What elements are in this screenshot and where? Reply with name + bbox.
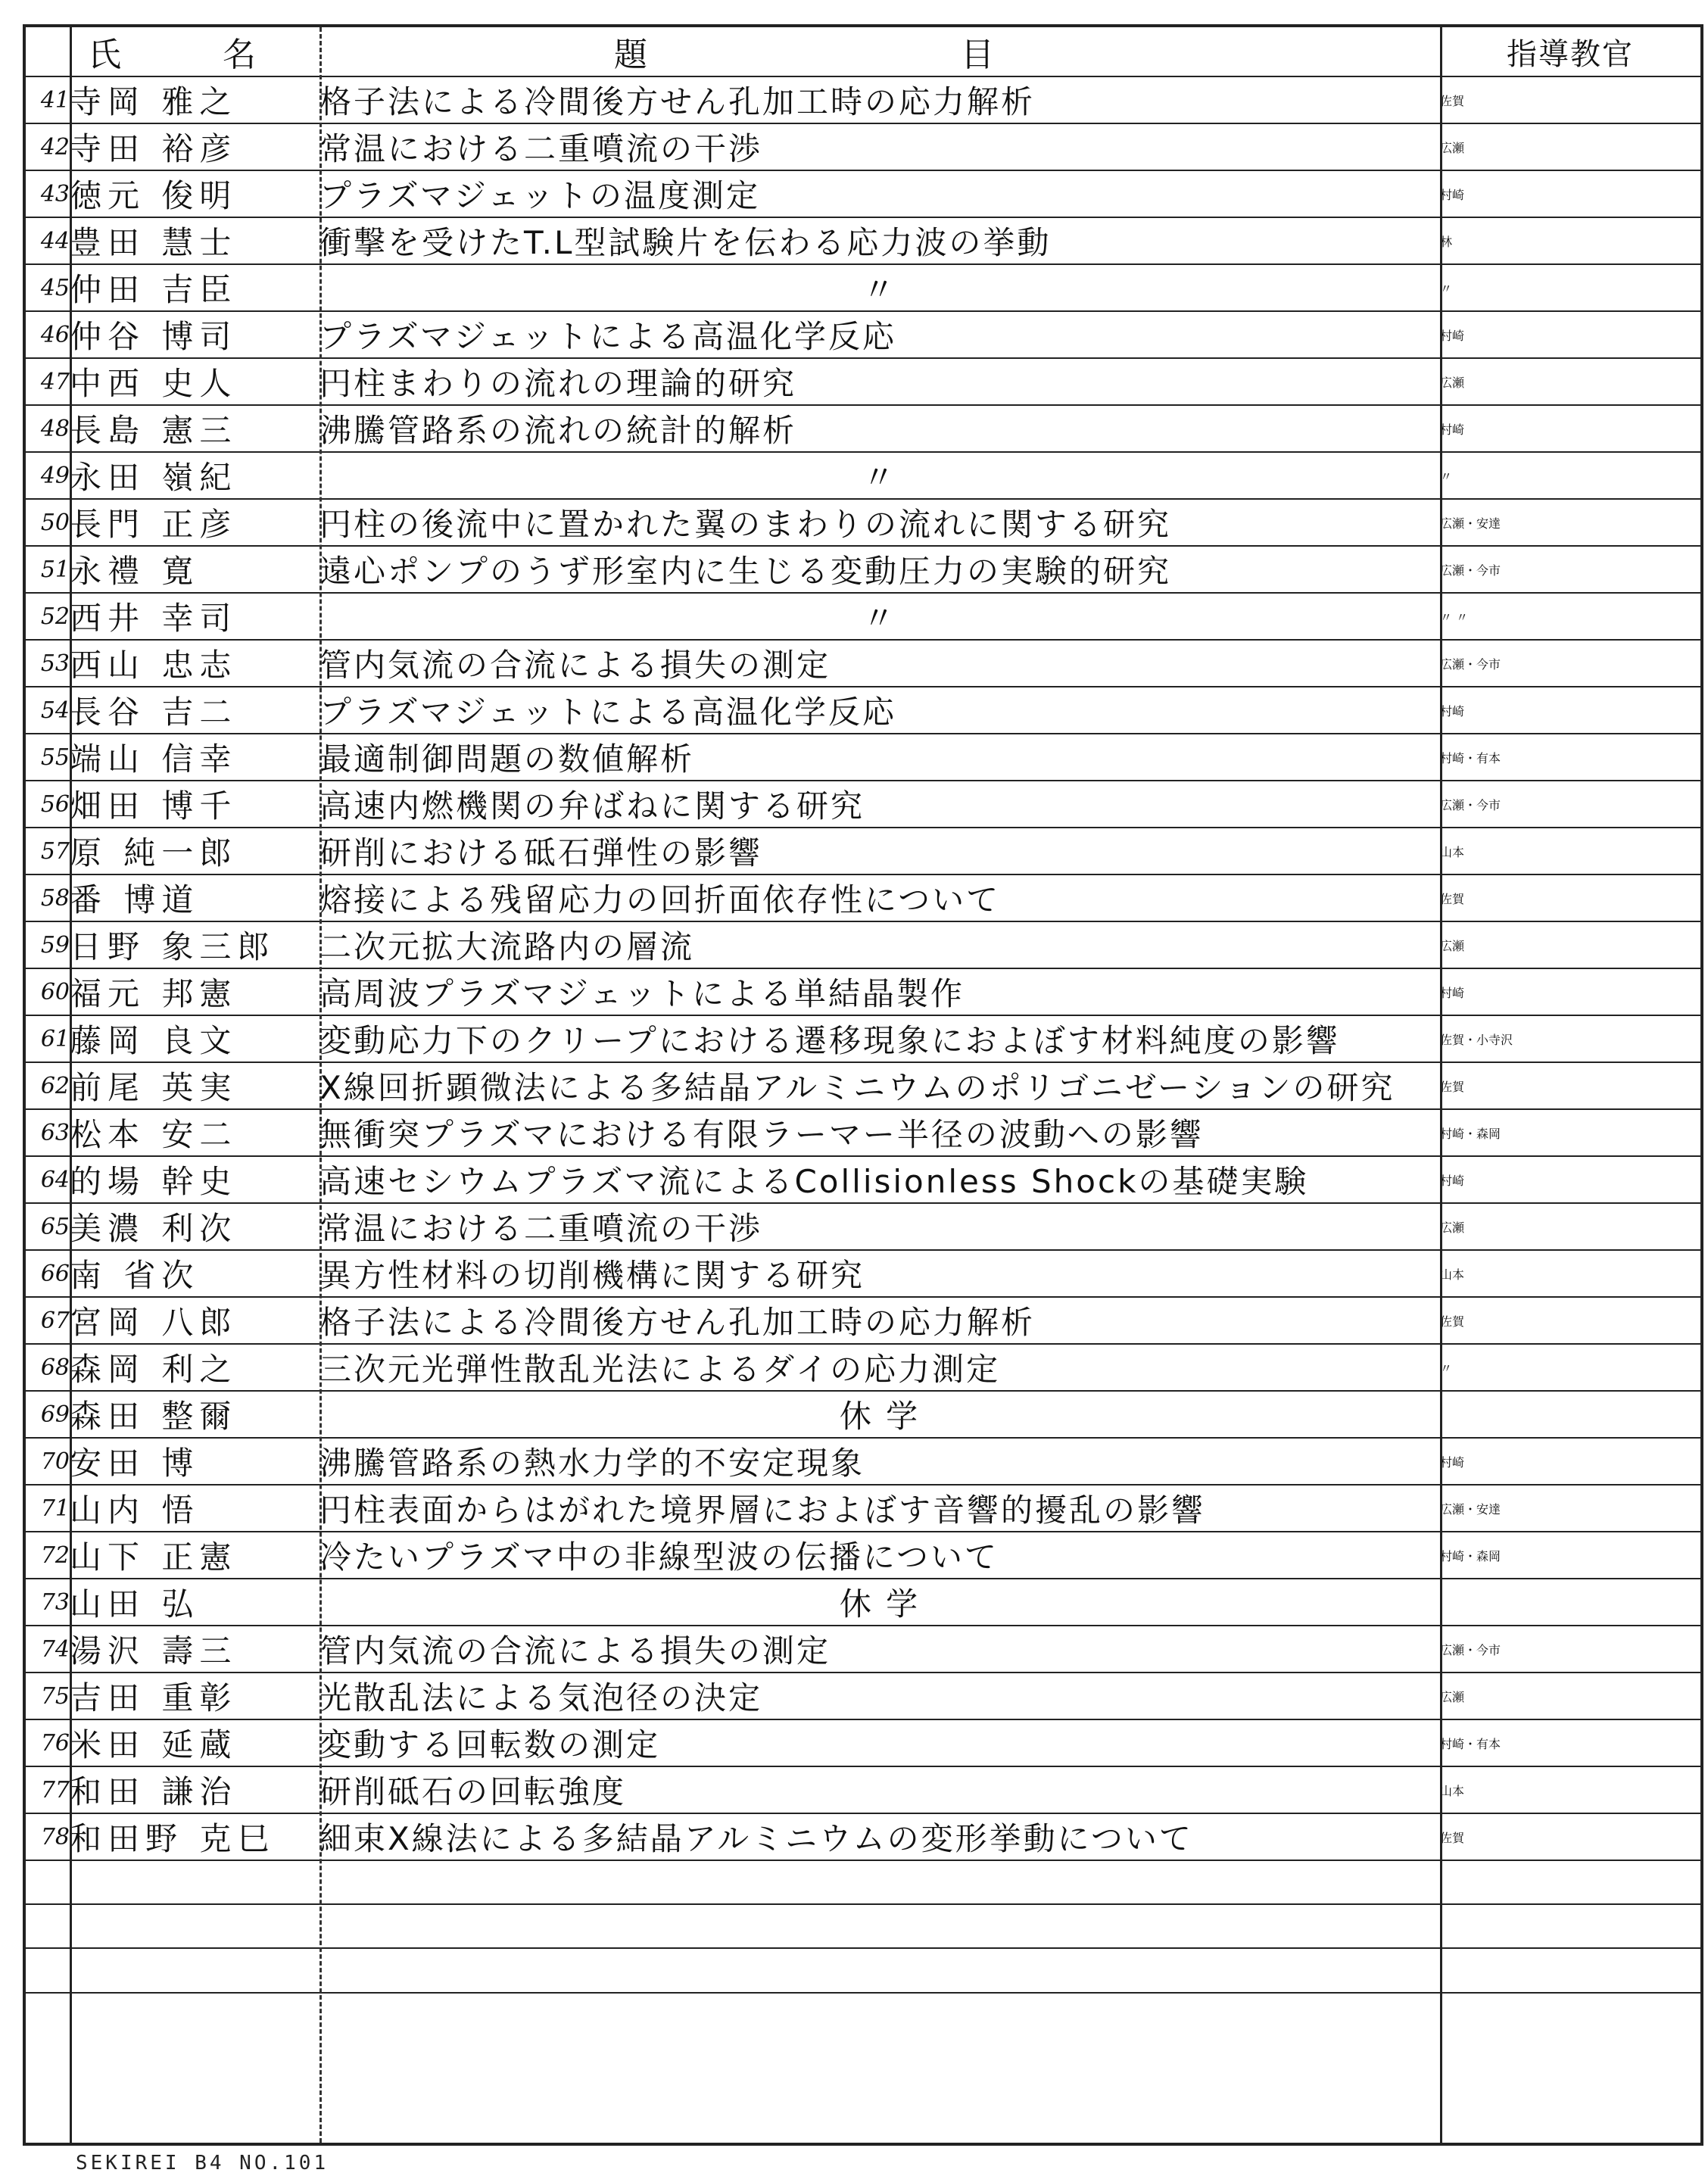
table-row xyxy=(26,123,1700,170)
thesis-title: 変動する回転数の測定 xyxy=(319,1719,1440,1766)
student-name: 安田 博 xyxy=(70,1438,319,1485)
advisor-name: 山本 xyxy=(1440,1250,1700,1297)
advisor-name: 広瀬 xyxy=(1440,358,1700,405)
thesis-title: 管内気流の合流による損失の測定 xyxy=(319,640,1440,687)
student-name: 仲田 吉臣 xyxy=(70,264,319,311)
advisor-name xyxy=(1440,1904,1700,1948)
thesis-title: 細束X線法による多結晶アルミニウムの変形挙動について xyxy=(319,1813,1440,1860)
advisor-name: 〃 〃 xyxy=(1440,593,1700,640)
table-row xyxy=(26,452,1700,499)
row-number: 53 xyxy=(26,640,70,687)
advisor-name: 佐賀 xyxy=(1440,1297,1700,1344)
row-number: 45 xyxy=(26,264,70,311)
table-row xyxy=(26,1297,1700,1344)
student-name: 美濃 利次 xyxy=(70,1203,319,1250)
advisor-name: 村崎 xyxy=(1440,311,1700,358)
table-row xyxy=(26,1719,1700,1766)
student-name: 仲谷 博司 xyxy=(70,311,319,358)
table-row xyxy=(26,217,1700,264)
table-row xyxy=(26,1626,1700,1673)
thesis-title: 研削砥石の回転強度 xyxy=(319,1766,1440,1813)
thesis-title: 常温における二重噴流の干渉 xyxy=(319,1203,1440,1250)
row-number xyxy=(26,1860,70,1904)
advisor-name: 広瀬 xyxy=(1440,921,1700,968)
row-number: 74 xyxy=(26,1626,70,1673)
student-name: 福元 邦憲 xyxy=(70,968,319,1015)
advisor-name xyxy=(1440,1948,1700,1992)
table-row xyxy=(26,1485,1700,1532)
table-row xyxy=(26,264,1700,311)
table-row xyxy=(26,1766,1700,1813)
row-number: 65 xyxy=(26,1203,70,1250)
student-name xyxy=(70,1948,319,1992)
row-number: 71 xyxy=(26,1485,70,1532)
table-row xyxy=(26,1062,1700,1109)
table-row xyxy=(26,1156,1700,1203)
table-row xyxy=(26,968,1700,1015)
table-row xyxy=(26,874,1700,921)
thesis-title: プラズマジェットによる高温化学反応 xyxy=(319,311,1440,358)
advisor-name: 村崎 xyxy=(1440,687,1700,734)
advisor-name: 林 xyxy=(1440,217,1700,264)
row-number: 49 xyxy=(26,452,70,499)
column-divider-no xyxy=(70,27,72,2143)
table-row xyxy=(26,1673,1700,1719)
advisor-name: 広瀬・今市 xyxy=(1440,546,1700,593)
student-name: 徳元 俊明 xyxy=(70,170,319,217)
row-number: 47 xyxy=(26,358,70,405)
column-divider-title xyxy=(1440,27,1442,2143)
row-number: 43 xyxy=(26,170,70,217)
advisor-name: 〃 xyxy=(1440,264,1700,311)
table-row xyxy=(26,687,1700,734)
row-number: 75 xyxy=(26,1673,70,1719)
thesis-title: 冷たいプラズマ中の非線型波の伝播について xyxy=(319,1532,1440,1579)
advisor-name: 広瀬 xyxy=(1440,123,1700,170)
advisor-name: 広瀬・安達 xyxy=(1440,499,1700,546)
student-name: 長谷 吉二 xyxy=(70,687,319,734)
table-row xyxy=(26,1813,1700,1860)
table-row xyxy=(26,734,1700,781)
student-name: 寺岡 雅之 xyxy=(70,76,319,123)
thesis-title: 〃 xyxy=(319,264,1440,311)
thesis-title: 格子法による冷間後方せん孔加工時の応力解析 xyxy=(319,76,1440,123)
row-number: 77 xyxy=(26,1766,70,1813)
row-number: 57 xyxy=(26,828,70,874)
table-row xyxy=(26,405,1700,452)
table-row xyxy=(26,170,1700,217)
table-row xyxy=(26,1579,1700,1626)
advisor-name: 広瀬・今市 xyxy=(1440,640,1700,687)
thesis-title: 円柱まわりの流れの理論的研究 xyxy=(319,358,1440,405)
table-row xyxy=(26,76,1700,123)
row-number: 59 xyxy=(26,921,70,968)
student-name: 畑田 博千 xyxy=(70,781,319,828)
table-row xyxy=(26,1109,1700,1156)
row-number: 69 xyxy=(26,1391,70,1438)
thesis-title: 異方性材料の切削機構に関する研究 xyxy=(319,1250,1440,1297)
advisor-name: 村崎・森岡 xyxy=(1440,1109,1700,1156)
advisor-name: 村崎・森岡 xyxy=(1440,1532,1700,1579)
advisor-name: 佐賀・小寺沢 xyxy=(1440,1015,1700,1062)
row-number: 50 xyxy=(26,499,70,546)
table-row xyxy=(26,828,1700,874)
advisor-name: 広瀬・安達 xyxy=(1440,1485,1700,1532)
student-name: 端山 信幸 xyxy=(70,734,319,781)
advisor-name: 村崎 xyxy=(1440,170,1700,217)
thesis-title: 管内気流の合流による損失の測定 xyxy=(319,1626,1440,1673)
advisor-name: 村崎 xyxy=(1440,1156,1700,1203)
advisor-name: 村崎 xyxy=(1440,405,1700,452)
student-name: 米田 延蔵 xyxy=(70,1719,319,1766)
student-name xyxy=(70,1904,319,1948)
student-name: 豊田 慧士 xyxy=(70,217,319,264)
row-number: 70 xyxy=(26,1438,70,1485)
thesis-title: 円柱表面からはがれた境界層におよぼす音響的擾乱の影響 xyxy=(319,1485,1440,1532)
advisor-name: 村崎・有本 xyxy=(1440,734,1700,781)
thesis-title: 高速内燃機関の弁ばねに関する研究 xyxy=(319,781,1440,828)
student-name: 湯沢 壽三 xyxy=(70,1626,319,1673)
row-number: 48 xyxy=(26,405,70,452)
thesis-title: 休 学 xyxy=(319,1391,1440,1438)
header-no xyxy=(26,27,70,76)
advisor-name: 広瀬・今市 xyxy=(1440,1626,1700,1673)
table-row xyxy=(26,1203,1700,1250)
thesis-title: 研削における砥石弾性の影響 xyxy=(319,828,1440,874)
student-name: 宮岡 八郎 xyxy=(70,1297,319,1344)
row-number: 46 xyxy=(26,311,70,358)
thesis-title xyxy=(319,1860,1440,1904)
table-row xyxy=(26,546,1700,593)
student-name: 森田 整爾 xyxy=(70,1391,319,1438)
advisor-name: 村崎・有本 xyxy=(1440,1719,1700,1766)
advisor-name xyxy=(1440,1391,1700,1438)
student-name: 的場 幹史 xyxy=(70,1156,319,1203)
row-number: 42 xyxy=(26,123,70,170)
thesis-title: 円柱の後流中に置かれた翼のまわりの流れに関する研究 xyxy=(319,499,1440,546)
student-name: 和田野 克巳 xyxy=(70,1813,319,1860)
thesis-title: 沸騰管路系の熱水力学的不安定現象 xyxy=(319,1438,1440,1485)
student-name: 山田 弘 xyxy=(70,1579,319,1626)
thesis-title: 遠心ポンプのうず形室内に生じる変動圧力の実験的研究 xyxy=(319,546,1440,593)
advisor-name: 山本 xyxy=(1440,828,1700,874)
table-row xyxy=(26,1532,1700,1579)
student-name: 西山 忠志 xyxy=(70,640,319,687)
advisor-name: 佐賀 xyxy=(1440,874,1700,921)
student-name: 中西 史人 xyxy=(70,358,319,405)
row-number xyxy=(26,1948,70,1992)
table-row xyxy=(26,593,1700,640)
thesis-title: 三次元光弾性散乱光法によるダイの応力測定 xyxy=(319,1344,1440,1391)
thesis-title: 最適制御問題の数値解析 xyxy=(319,734,1440,781)
row-number: 67 xyxy=(26,1297,70,1344)
header-name: 氏 名 xyxy=(70,27,319,76)
thesis-title: 〃 xyxy=(319,452,1440,499)
roster-table xyxy=(26,27,1700,1994)
table-row xyxy=(26,1438,1700,1485)
advisor-name: 広瀬 xyxy=(1440,1673,1700,1719)
thesis-title: 衝撃を受けたT.L型試験片を伝わる応力波の挙動 xyxy=(319,217,1440,264)
table-row xyxy=(26,1904,1700,1948)
table-row xyxy=(26,358,1700,405)
thesis-title: 二次元拡大流路内の層流 xyxy=(319,921,1440,968)
student-name: 山下 正憲 xyxy=(70,1532,319,1579)
row-number: 62 xyxy=(26,1062,70,1109)
thesis-title: 〃 xyxy=(319,593,1440,640)
thesis-title: 沸騰管路系の流れの統計的解析 xyxy=(319,405,1440,452)
thesis-title: 無衝突プラズマにおける有限ラーマー半径の波動への影響 xyxy=(319,1109,1440,1156)
student-name: 寺田 裕彦 xyxy=(70,123,319,170)
advisor-name: 広瀬 xyxy=(1440,1203,1700,1250)
student-name: 永田 嶺紀 xyxy=(70,452,319,499)
table-row xyxy=(26,1015,1700,1062)
student-name: 西井 幸司 xyxy=(70,593,319,640)
row-number: 61 xyxy=(26,1015,70,1062)
thesis-title: 光散乱法による気泡径の決定 xyxy=(319,1673,1440,1719)
row-number: 56 xyxy=(26,781,70,828)
row-number: 73 xyxy=(26,1579,70,1626)
student-name: 番 博道 xyxy=(70,874,319,921)
thesis-title: X線回折顕微法による多結晶アルミニウムのポリゴニゼーションの研究 xyxy=(319,1062,1440,1109)
student-name: 日野 象三郎 xyxy=(70,921,319,968)
thesis-title: 休 学 xyxy=(319,1579,1440,1626)
table-row xyxy=(26,311,1700,358)
advisor-name: 〃 xyxy=(1440,452,1700,499)
row-number: 76 xyxy=(26,1719,70,1766)
student-name xyxy=(70,1860,319,1904)
table-row xyxy=(26,1860,1700,1904)
student-name: 原 純一郎 xyxy=(70,828,319,874)
row-number: 58 xyxy=(26,874,70,921)
row-number: 64 xyxy=(26,1156,70,1203)
thesis-title: プラズマジェットによる高温化学反応 xyxy=(319,687,1440,734)
student-name: 吉田 重彰 xyxy=(70,1673,319,1719)
row-number: 54 xyxy=(26,687,70,734)
student-name: 南 省次 xyxy=(70,1250,319,1297)
thesis-title: 変動応力下のクリープにおける遷移現象におよぼす材料純度の影響 xyxy=(319,1015,1440,1062)
advisor-name xyxy=(1440,1860,1700,1904)
advisor-name: 佐賀 xyxy=(1440,76,1700,123)
roster-sheet xyxy=(23,24,1703,2146)
row-number: 66 xyxy=(26,1250,70,1297)
table-row xyxy=(26,1250,1700,1297)
thesis-title: 高周波プラズマジェットによる単結晶製作 xyxy=(319,968,1440,1015)
advisor-name: 〃 xyxy=(1440,1344,1700,1391)
thesis-title: 格子法による冷間後方せん孔加工時の応力解析 xyxy=(319,1297,1440,1344)
header-advisor: 指導教官 xyxy=(1440,27,1700,76)
advisor-name: 山本 xyxy=(1440,1766,1700,1813)
student-name: 長島 憲三 xyxy=(70,405,319,452)
student-name: 藤岡 良文 xyxy=(70,1015,319,1062)
row-number: 68 xyxy=(26,1344,70,1391)
row-number xyxy=(26,1904,70,1948)
row-number: 51 xyxy=(26,546,70,593)
table-row xyxy=(26,1391,1700,1438)
table-row xyxy=(26,1344,1700,1391)
table-row xyxy=(26,499,1700,546)
row-number: 55 xyxy=(26,734,70,781)
row-number: 60 xyxy=(26,968,70,1015)
row-number: 44 xyxy=(26,217,70,264)
row-number: 78 xyxy=(26,1813,70,1860)
table-row xyxy=(26,1948,1700,1992)
thesis-title: 熔接による残留応力の回折面依存性について xyxy=(319,874,1440,921)
form-code: SEKIREI B4 NO.101 xyxy=(76,2152,329,2174)
advisor-name: 佐賀 xyxy=(1440,1062,1700,1109)
advisor-name: 広瀬・今市 xyxy=(1440,781,1700,828)
advisor-name: 村崎 xyxy=(1440,1438,1700,1485)
thesis-title: プラズマジェットの温度測定 xyxy=(319,170,1440,217)
advisor-name: 佐賀 xyxy=(1440,1813,1700,1860)
student-name: 松本 安二 xyxy=(70,1109,319,1156)
advisor-name xyxy=(1440,1579,1700,1626)
column-divider-name xyxy=(319,27,322,2143)
student-name: 長門 正彦 xyxy=(70,499,319,546)
thesis-title xyxy=(319,1904,1440,1948)
student-name: 永禮 寛 xyxy=(70,546,319,593)
thesis-title xyxy=(319,1948,1440,1992)
thesis-title: 高速セシウムプラズマ流によるCollisionless Shockの基礎実験 xyxy=(319,1156,1440,1203)
header-title: 題 目 xyxy=(319,27,1440,76)
student-name: 山内 悟 xyxy=(70,1485,319,1532)
student-name: 和田 謙治 xyxy=(70,1766,319,1813)
row-number: 63 xyxy=(26,1109,70,1156)
advisor-name: 村崎 xyxy=(1440,968,1700,1015)
row-number: 72 xyxy=(26,1532,70,1579)
student-name: 前尾 英実 xyxy=(70,1062,319,1109)
table-row xyxy=(26,921,1700,968)
header-row xyxy=(26,27,1700,76)
row-number: 41 xyxy=(26,76,70,123)
table-row xyxy=(26,781,1700,828)
row-number: 52 xyxy=(26,593,70,640)
table-row xyxy=(26,640,1700,687)
thesis-title: 常温における二重噴流の干渉 xyxy=(319,123,1440,170)
student-name: 森岡 利之 xyxy=(70,1344,319,1391)
